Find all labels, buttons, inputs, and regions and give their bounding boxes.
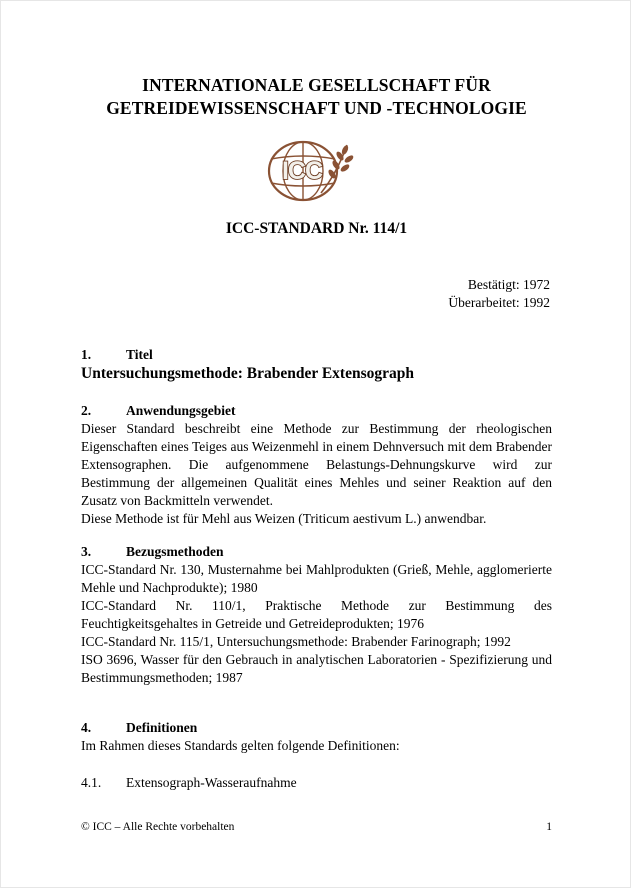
icc-logo bbox=[263, 137, 357, 203]
subsection-4-1-heading: Extensograph-Wasseraufnahme bbox=[126, 775, 297, 790]
reference-item: ISO 3696, Wasser für den Gebrauch in analytischen Laboratorien - Spezifizierung und Bestimmungsmethoden; 1987 bbox=[81, 652, 552, 685]
section-1-heading bbox=[81, 346, 552, 364]
section-2 bbox=[81, 402, 552, 528]
dates-block bbox=[448, 276, 550, 312]
section-1-number: 1. bbox=[81, 347, 92, 362]
logo-text: ICC bbox=[281, 157, 323, 185]
section-4 bbox=[81, 719, 552, 755]
scope-paragraph: Dieser Standard beschreibt eine Methode zur Bestimmung der rheologischen Eigenschaften eines Teiges aus Weizenmehl in einem Dehnversuch mit dem Brabender Extensographen. Die aufgenommene Belastungs-Dehnungskurve wird zur Bestimmung der allgemeinen Qualität eines Mehles und seiner Reaktion auf den Zusatz von Backmitteln verwendet. bbox=[81, 421, 552, 508]
section-4-number: 4. bbox=[81, 720, 92, 735]
page-number: 1 bbox=[546, 821, 552, 833]
definitions-intro: Im Rahmen dieses Standards gelten folgende Definitionen: bbox=[81, 738, 400, 753]
scope-applicability: Diese Methode ist für Mehl aus Weizen (Triticum aestivum L.) anwendbar. bbox=[81, 511, 487, 526]
org-line-2: GETREIDEWISSENSCHAFT UND -TECHNOLOGIE bbox=[106, 98, 527, 118]
section-2-heading bbox=[81, 402, 552, 420]
revised-date: Überarbeitet: 1992 bbox=[448, 295, 550, 310]
section-2-heading-text: Anwendungsgebiet bbox=[126, 403, 236, 418]
section-3 bbox=[81, 543, 552, 687]
section-3-heading-text: Bezugsmethoden bbox=[126, 544, 224, 559]
org-line-1: INTERNATIONALE GESELLSCHAFT FÜR bbox=[142, 75, 491, 95]
reference-item: ICC-Standard Nr. 130, Musternahme bei Mahlprodukten (Grieß, Mehle, agglomerierte Mehle und Nachprodukte); 1980 bbox=[81, 562, 552, 595]
section-3-number: 3. bbox=[81, 544, 92, 559]
section-4-heading-text: Definitionen bbox=[126, 720, 198, 735]
method-title: Untersuchungsmethode: Brabender Extensograph bbox=[81, 365, 414, 382]
subsection-4-1 bbox=[81, 774, 552, 792]
section-2-number: 2. bbox=[81, 403, 92, 418]
confirmed-date: Bestätigt: 1972 bbox=[467, 277, 550, 292]
section-3-heading bbox=[81, 543, 552, 561]
subsection-4-1-number: 4.1. bbox=[81, 775, 102, 790]
section-1-heading-text: Titel bbox=[126, 347, 153, 362]
copyright-notice: © ICC – Alle Rechte vorbehalten bbox=[81, 821, 235, 833]
section-1 bbox=[81, 346, 552, 384]
reference-item: ICC-Standard Nr. 115/1, Untersuchungsmethode: Brabender Farinograph; 1992 bbox=[81, 634, 511, 649]
page-footer bbox=[81, 821, 552, 833]
standard-title: ICC-STANDARD Nr. 114/1 bbox=[225, 220, 408, 237]
section-4-heading bbox=[81, 719, 552, 737]
organization-name bbox=[1, 74, 631, 120]
reference-item: ICC-Standard Nr. 110/1, Praktische Methode zur Bestimmung des Feuchtigkeitsgehaltes in Getreide und Getreideprodukten; 1976 bbox=[81, 598, 552, 631]
